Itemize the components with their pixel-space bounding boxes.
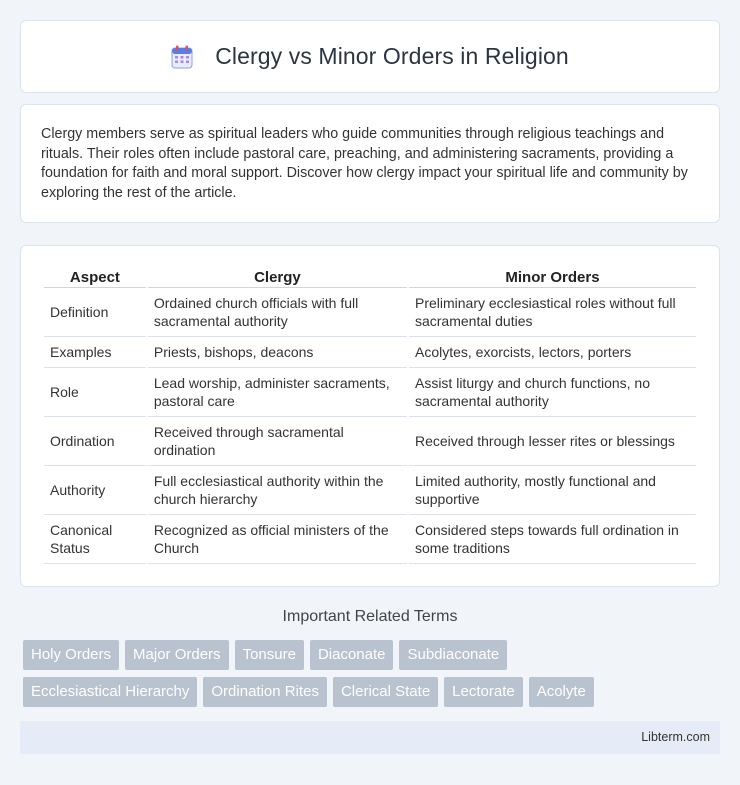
comparison-table — [42, 266, 698, 564]
header-minor-orders: Minor Orders — [409, 266, 696, 288]
cell-aspect: Definition — [44, 288, 146, 337]
cell-aspect: Examples — [44, 337, 146, 368]
table-header-row — [44, 266, 696, 288]
header-card — [20, 20, 720, 93]
tag-row — [23, 677, 723, 707]
footer-site-link[interactable]: Libterm.com — [641, 730, 710, 744]
comparison-card — [20, 245, 720, 587]
tag-tonsure[interactable]: Tonsure — [235, 640, 304, 670]
cell-minor-orders: Limited authority, mostly functional and supportive — [409, 466, 696, 515]
cell-minor-orders: Preliminary ecclesiastical roles without full sacramental duties — [409, 288, 696, 337]
cell-aspect: Canonical Status — [44, 515, 146, 564]
footer — [20, 721, 720, 754]
cell-minor-orders: Considered steps towards full ordination in some traditions — [409, 515, 696, 564]
table-row — [44, 515, 696, 564]
cell-clergy: Full ecclesiastical authority within the church hierarchy — [148, 466, 407, 515]
tag-row — [23, 640, 723, 670]
tag-diaconate[interactable]: Diaconate — [310, 640, 394, 670]
table-row — [44, 337, 696, 368]
related-tags — [23, 640, 723, 714]
tag-clerical-state[interactable]: Clerical State — [333, 677, 438, 707]
related-terms-title: Important Related Terms — [282, 608, 458, 625]
intro-text: Clergy members serve as spiritual leaders who guide communities through religious teachings and rituals. Their roles often include pastoral care, preaching, and administering sacraments, providing a foundation for faith and moral support. Discover how clergy impact your spiritual life and community by exploring the rest of the article. — [41, 126, 688, 201]
cell-minor-orders: Received through lesser rites or blessings — [409, 417, 696, 466]
page-title: Clergy vs Minor Orders in Religion — [215, 43, 569, 69]
cell-aspect: Ordination — [44, 417, 146, 466]
cell-minor-orders: Assist liturgy and church functions, no sacramental authority — [409, 368, 696, 417]
table-row — [44, 466, 696, 515]
cell-aspect: Authority — [44, 466, 146, 515]
calendar-icon — [171, 45, 193, 69]
cell-clergy: Received through sacramental ordination — [148, 417, 407, 466]
table-row — [44, 368, 696, 417]
cell-clergy: Ordained church officials with full sacramental authority — [148, 288, 407, 337]
title-wrap — [171, 43, 569, 70]
tag-lectorate[interactable]: Lectorate — [444, 677, 523, 707]
tag-ordination-rites[interactable]: Ordination Rites — [203, 677, 327, 707]
table-row — [44, 417, 696, 466]
cell-clergy: Priests, bishops, deacons — [148, 337, 407, 368]
tag-subdiaconate[interactable]: Subdiaconate — [399, 640, 507, 670]
table-row — [44, 288, 696, 337]
header-clergy: Clergy — [148, 266, 407, 288]
cell-clergy: Recognized as official ministers of the Church — [148, 515, 407, 564]
cell-minor-orders: Acolytes, exorcists, lectors, porters — [409, 337, 696, 368]
tag-holy-orders[interactable]: Holy Orders — [23, 640, 119, 670]
header-aspect: Aspect — [44, 266, 146, 288]
cell-clergy: Lead worship, administer sacraments, pastoral care — [148, 368, 407, 417]
tag-major-orders[interactable]: Major Orders — [125, 640, 229, 670]
cell-aspect: Role — [44, 368, 146, 417]
tag-acolyte[interactable]: Acolyte — [529, 677, 594, 707]
tag-ecclesiastical-hierarchy[interactable]: Ecclesiastical Hierarchy — [23, 677, 197, 707]
intro-card — [20, 104, 720, 223]
